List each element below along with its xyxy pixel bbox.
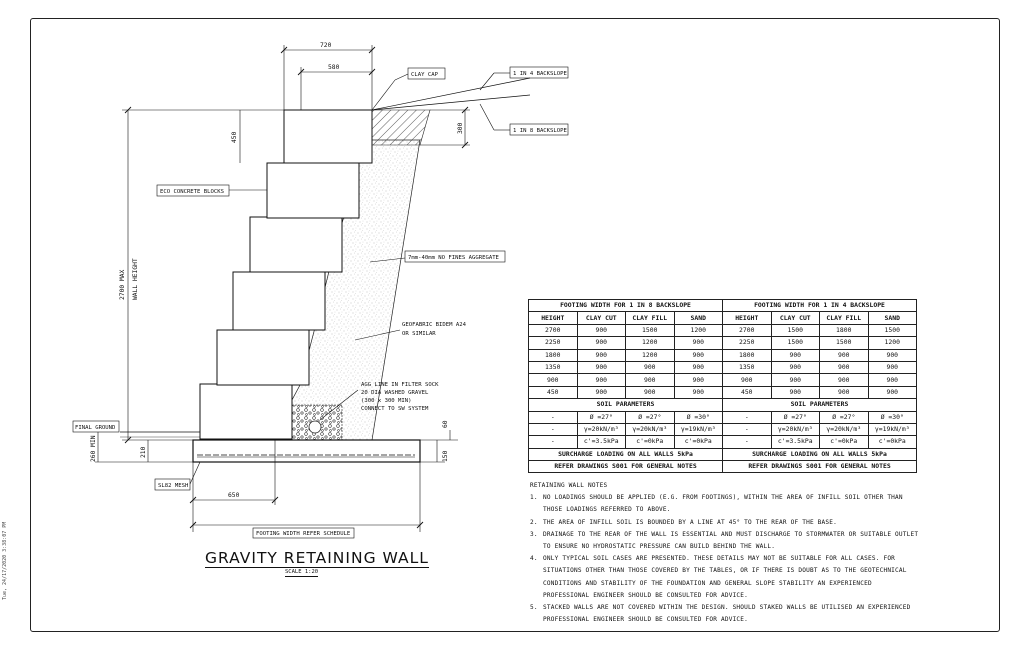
dim-650: 650 (228, 492, 240, 499)
agg-line-label-2: 20 DIA WASHED GRAVEL (361, 390, 429, 396)
surcharge-row: SURCHARGE LOADING ON ALL WALLS 5kPa SURCHARGE LOADING ON ALL WALLS 5kPa (529, 448, 917, 460)
agg-line-label-1: AGG LINE IN FILTER SOCK (361, 382, 439, 388)
dim-300: 300 (457, 122, 464, 134)
note-item: 5. STACKED WALLS ARE NOT COVERED WITHIN THE DESIGN. SHOULD STAKED WALLS BE UTILISED AN EXPERIENCED PROFESSIONAL ENGINEER SHOULD BE CONSULTED FOR ADVICE. (530, 604, 911, 624)
footing-width-label: FOOTING WIDTH REFER SCHEDULE (256, 531, 351, 537)
block-5 (267, 163, 359, 218)
note-item: 1. NO LOADINGS SHOULD BE APPLIED (E.G. FROM FOOTINGS), WITHIN THE AREA OF INFILL SOIL OTHER THAN THOSE LOADINGS REFERRED TO ABOVE. (530, 494, 903, 514)
aggregate-label: 7mm-40mm NO FINES AGGREGATE (408, 255, 499, 261)
clay-cap-label: CLAY CAP (411, 72, 438, 78)
drawing-scale: SCALE 1:20 (285, 569, 319, 575)
clay-cap-hatch (372, 110, 430, 145)
dim-720: 720 (320, 42, 332, 49)
wall-height-label: WALL HEIGHT (132, 258, 139, 300)
drawing-title: GRAVITY RETAINING WALL (205, 549, 429, 567)
agg-line-label-3: (300 x 300 MIN) (361, 398, 412, 404)
dim-210: 210 (140, 446, 147, 458)
note-item: 2. THE AREA OF INFILL SOIL IS BOUNDED BY A LINE AT 45° TO THE REAR OF THE BASE. (530, 518, 838, 526)
table-row: 2700 900 1500 1200 2700 1500 1800 1500 (529, 324, 917, 336)
table-row: - Ø =27° Ø =27° Ø =30° - Ø =27° Ø =27° Ø =30° (529, 411, 917, 423)
block-4 (250, 217, 342, 272)
column-header-row: HEIGHT CLAY CUT CLAY FILL SAND HEIGHT CLAY CUT CLAY FILL SAND (529, 312, 917, 324)
footing-schedule-table (528, 299, 917, 473)
plot-stamp: Tue, 24/17/2020 3:38:07 PM (2, 521, 8, 600)
refer-row: REFER DRAWINGS S001 FOR GENERAL NOTES REFER DRAWINGS S001 FOR GENERAL NOTES (529, 461, 917, 473)
dim-260: 260 MIN (90, 435, 97, 462)
table-row: 900 900 900 900 900 900 900 900 (529, 374, 917, 386)
dim-150: 150 (442, 450, 449, 462)
block-3 (233, 272, 325, 330)
right-table-title: FOOTING WIDTH FOR 1 IN 4 BACKSLOPE (723, 300, 917, 312)
dim-450: 450 (231, 131, 238, 143)
retaining-wall-notes (530, 480, 920, 626)
notes-heading: RETAINING WALL NOTES (530, 482, 608, 489)
geofabric-label-1: GEOFABRIC BIDEM A24 (402, 322, 466, 328)
block-1 (200, 384, 292, 439)
footing (193, 440, 420, 462)
final-ground-label: FINAL GROUND (75, 425, 116, 431)
backslope-1in4-label: 1 IN 4 BACKSLOPE (513, 71, 567, 77)
wall-height-max: 2700 MAX (119, 269, 126, 300)
note-item: 4. ONLY TYPICAL SOIL CASES ARE PRESENTED. THESE DETAILS MAY NOT BE SUITABLE FOR ALL CASES. FOR SITUATIONS OTHER THAN THOSE COVERED BY THE TABLES, OR IF THERE IS DOUBT AS TO THE GEOTECHNICAL CONDITIONS AND STABILITY OF THE FOUNDATION AND GENERAL SLOPE STABILITY AN EXPERIENCED PROFESSIONAL ENGINEER SHOULD BE CONSULTED FOR ADVICE. (530, 555, 907, 599)
dim-580: 580 (328, 64, 340, 71)
table-row: 450 900 900 900 450 900 900 900 (529, 386, 917, 398)
block-6 (284, 110, 372, 163)
table-row: 1800 900 1200 900 1800 900 900 900 (529, 349, 917, 361)
table-row: - γ=20kN/m³ γ=20kN/m³ γ=19kN/m³ - γ=20kN/m³ γ=20kN/m³ γ=19kN/m³ (529, 423, 917, 435)
dim-60: 60 (442, 420, 449, 428)
agg-line-label-4: CONNECT TO SW SYSTEM (361, 406, 429, 412)
block-2 (217, 330, 309, 385)
geofabric-label-2: OR SIMILAR (402, 331, 436, 337)
left-table-title: FOOTING WIDTH FOR 1 IN 8 BACKSLOPE (529, 300, 723, 312)
note-item: 3. DRAINAGE TO THE REAR OF THE WALL IS ESSENTIAL AND MUST DISCHARGE TO STORMWATER OR SUITABLE OUTLET TO ENSURE NO HYDROSTATIC PRESSURE CAN BUILD BEHIND THE WALL. (530, 530, 919, 551)
table-row: 1350 900 900 900 1350 900 900 900 (529, 361, 917, 373)
agg-pipe (309, 421, 321, 433)
table-row: 2250 900 1200 900 2250 1500 1500 1200 (529, 337, 917, 349)
eco-blocks-label: ECO CONCRETE BLOCKS (160, 189, 224, 195)
sl82-label: SL82 MESH (158, 483, 189, 489)
soil-parameters-row: SOIL PARAMETERS SOIL PARAMETERS (529, 399, 917, 411)
backslope-1in8-label: 1 IN 8 BACKSLOPE (513, 128, 567, 134)
table-row: - c'=3.5kPa c'=0kPa c'=0kPa - c'=3.5kPa c'=0kPa c'=0kPa (529, 436, 917, 448)
